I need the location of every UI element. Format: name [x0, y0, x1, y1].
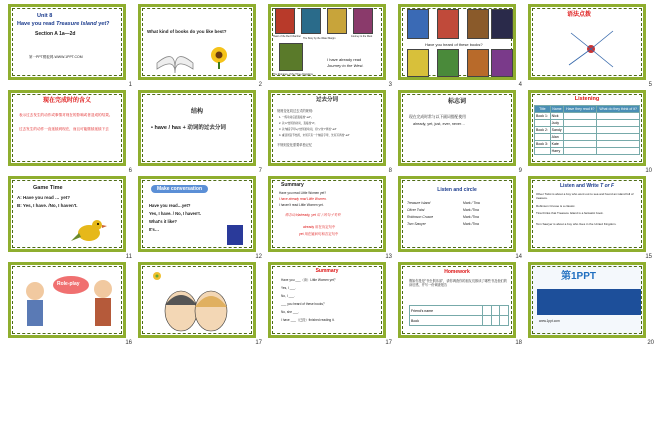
slide-19[interactable] — [398, 262, 516, 338]
slide-14[interactable] — [398, 176, 516, 252]
slide-thumb-12[interactable] — [136, 174, 266, 260]
mind-map-diagram — [561, 23, 621, 73]
book-title: Oliver Twist — [407, 208, 425, 212]
slide-9[interactable] — [398, 90, 516, 166]
slide-number: 9 — [518, 168, 522, 174]
slide-text: Journey to the West. — [327, 63, 364, 68]
caption: The Romance of the Three Kingdoms — [273, 73, 313, 76]
slide-sorter-grid — [6, 2, 656, 430]
example-line: Have you read Little Women yet? — [279, 191, 327, 195]
table-row: Judy — [535, 120, 640, 127]
slide-number: 14 — [515, 254, 522, 260]
exercise-line: I have ___（已经）finished reading it. — [281, 318, 335, 322]
book-title: Treasure Island — [407, 201, 431, 205]
table-row: Friend's name — [410, 306, 509, 316]
slide-18[interactable] — [268, 262, 386, 338]
bullet-text: 过去发生的动作一直延续到现在，而且可能继续延续下去 — [19, 127, 109, 131]
bullet-text: Oliver Twist is about a boy who went out to sea and found an island full of treasure. — [536, 192, 634, 200]
slide-number: 16 — [125, 340, 132, 346]
promo-banner — [537, 289, 641, 315]
dialog-line: A: Have you read … yet? — [17, 195, 71, 200]
list-item: 4. 重读闭音节结尾，末尾只有一个辅音字母，先双写再加"-ed" — [279, 134, 350, 137]
slide-number: 17 — [255, 340, 262, 346]
open-book-image — [155, 43, 195, 73]
table-row: Alan — [535, 134, 640, 141]
slide-16[interactable] — [8, 262, 126, 338]
book-cover-image — [301, 8, 321, 34]
slide-text: I have already read — [327, 57, 362, 62]
slide-question: What kind of books do you like best? — [147, 29, 227, 34]
slide-thumb-20[interactable] — [526, 260, 656, 346]
book-cover-image — [407, 9, 429, 39]
table-header: Title — [535, 106, 551, 113]
brand-logo: 第1PPT — [561, 271, 597, 282]
slide-7[interactable] — [138, 90, 256, 166]
book-cover-image — [327, 8, 347, 34]
homework-table — [409, 305, 509, 326]
exercise-line: Have you ___（读）Little Women yet？ — [281, 278, 338, 282]
slide-number: 13 — [385, 254, 392, 260]
slide-5[interactable] — [528, 4, 646, 80]
slide-title: 语法点拨 — [567, 12, 592, 18]
slide-number: 17 — [385, 340, 392, 346]
slide-title: Game Time — [33, 185, 63, 191]
book-cover-image — [279, 43, 303, 71]
unit-label: Unit 8 — [37, 13, 53, 19]
slide-thumb-17[interactable] — [136, 260, 266, 346]
exercise-line: ___ you heard of these books？ — [281, 302, 327, 306]
exercise-line: Yes, I ___. — [281, 286, 296, 290]
flower-icon — [149, 269, 165, 283]
sunflower-image — [207, 45, 231, 69]
slide-question: Have you heard of these books? — [425, 42, 483, 47]
book-title: Robinson Crusoe — [407, 215, 434, 219]
formula-text: • have / has + 动词的过去分词 — [151, 125, 226, 131]
note-line: 情态动词already, yet 用于的句子类型 — [285, 213, 341, 217]
table-row: Harry — [535, 148, 640, 155]
exercise-line: No, she ___. — [281, 310, 300, 314]
table-row: Book — [410, 316, 509, 326]
slide-number: 10 — [645, 168, 652, 174]
slide-15[interactable] — [528, 176, 646, 252]
bullet-text: 表示过去发生的动作或事情对现在的影响或者造成的结果。 — [19, 113, 113, 117]
slide-title: Have you read Treasure Island yet? — [17, 21, 110, 27]
slide-thumb-15[interactable] — [526, 174, 656, 260]
choice-text: Mark /Tina — [463, 208, 479, 212]
book-cover-image — [467, 49, 489, 77]
list-item: 1. 一般动词后面直接加"-ed"。 — [279, 116, 314, 119]
slide-8[interactable] — [268, 90, 386, 166]
slide-number: 1 — [128, 82, 132, 88]
slide-thumb-19[interactable] — [396, 260, 526, 346]
dialog-line: It's… — [149, 227, 160, 232]
slide-number: 2 — [258, 82, 262, 88]
slide-thumb-16[interactable] — [6, 260, 136, 346]
slide-thumb-13[interactable] — [266, 174, 396, 260]
book-image — [227, 225, 243, 245]
choice-text: Mark /Tina — [463, 215, 479, 219]
table-header: What do they think of it? — [597, 106, 640, 113]
slide-number: 3 — [388, 82, 392, 88]
slide-1[interactable] — [8, 4, 126, 80]
slide-thumb-14[interactable] — [396, 174, 526, 260]
book-cover-image — [353, 8, 373, 34]
bullet-text: 现在完成时常与以下副词搭配使用 — [409, 115, 466, 119]
slide-title: Listen and circle — [437, 187, 477, 193]
slide-thumb-2[interactable] — [136, 2, 266, 88]
example-line: I haven't read Little Women yet. — [279, 203, 324, 207]
caption: Journey to the West — [351, 35, 373, 38]
note-line: already 用在肯定句中 — [303, 225, 336, 229]
listening-table — [534, 105, 640, 155]
book-cover-image — [437, 9, 459, 39]
slide-thumb-4[interactable] — [396, 2, 526, 88]
slide-number: 7 — [258, 168, 262, 174]
slide-number: 4 — [518, 82, 522, 88]
slide-thumb-7[interactable] — [136, 88, 266, 174]
slide-title: Listening — [574, 96, 600, 102]
slide-title: Homework — [444, 269, 470, 275]
bullet-text: Robinson Crusoe is a classic. — [536, 204, 576, 208]
book-cover-image — [491, 9, 513, 39]
slide-10[interactable] — [528, 90, 646, 166]
slide-title: Summary — [315, 268, 339, 274]
slide-thumb-6[interactable] — [6, 88, 136, 174]
bullet-text: Tina thinks that Treasure Island is a fantastic book. — [536, 211, 604, 215]
children-faces-image — [155, 285, 235, 335]
book-cover-image — [407, 49, 429, 77]
slide-thumb-5[interactable] — [526, 2, 656, 88]
slide-number: 8 — [388, 168, 392, 174]
role-play-illustration — [15, 269, 125, 335]
slide-title: 现在完成时的含义 — [42, 98, 91, 104]
book-cover-image — [491, 49, 513, 77]
slide-title: 结构 — [190, 109, 203, 115]
example-line: I have already read Little Women. — [279, 197, 327, 201]
slide-number: 20 — [647, 340, 654, 346]
slide-2[interactable] — [138, 4, 256, 80]
slide-number: 5 — [648, 82, 652, 88]
dialog-line: B: Yes, I have. /No, I haven't. — [17, 203, 78, 208]
slide-6[interactable] — [8, 90, 126, 166]
make-conversation-button[interactable]: Make conversation — [151, 185, 208, 193]
slide-3[interactable] — [268, 4, 386, 80]
slide-number: 15 — [645, 254, 652, 260]
caption: The Story by the Water Margin — [303, 37, 336, 40]
note-line: yet 用在疑问句和否定句中 — [299, 232, 339, 236]
slide-thumb-1[interactable] — [6, 2, 136, 88]
dialog-line: Have you read…yet? — [149, 203, 191, 208]
list-item: 2. 以"e"结尾的动词，直接加"d"。 — [279, 122, 317, 125]
list-item: 规则变化同过去式的规则： — [277, 109, 316, 113]
slide-title: 标志词 — [447, 99, 466, 105]
footer-text: 第一PPT模板网-WWW.1PPT.COM — [29, 55, 83, 59]
bird-image — [71, 213, 107, 249]
homework-text: 假如你是是"书虫俱乐部"，请你调查你的朋友们都读了哪些书及他们的读后感，并写一份调查报告 — [409, 279, 507, 287]
slide-title: 过去分词 — [315, 97, 338, 103]
bullet-text: already, yet, just, ever, never… — [413, 122, 466, 126]
slide-thumb-11[interactable] — [6, 174, 136, 260]
choice-text: Mark / Tina — [463, 201, 480, 205]
table-header: Name — [550, 106, 564, 113]
bullet-text: Tom Sawyer is about a boy who lives in the United Kingdom. — [536, 222, 617, 226]
slide-number: 12 — [255, 254, 262, 260]
slide-13[interactable] — [268, 176, 386, 252]
slide-thumb-18[interactable] — [266, 260, 396, 346]
slide-thumb-10[interactable] — [526, 88, 656, 174]
slide-thumb-3[interactable] — [266, 2, 396, 88]
slide-20[interactable] — [528, 262, 646, 338]
slide-thumb-8[interactable] — [266, 88, 396, 174]
slide-number: 18 — [515, 340, 522, 346]
slide-12[interactable] — [138, 176, 256, 252]
dialog-line: Yes, I have. / No, I haven't. — [149, 211, 201, 216]
role-play-sign: Role-play — [57, 281, 80, 287]
book-cover-image — [437, 49, 459, 77]
slide-11[interactable] — [8, 176, 126, 252]
list-item: 3. 以"辅音字母+y"结尾的动词，将"y"改"i"再加"-ed" — [279, 128, 337, 131]
slide-title: Summary — [281, 182, 304, 188]
table-header: Have they read it? — [564, 106, 597, 113]
list-item: 不规则变化需要单独记忆 — [277, 143, 313, 147]
slide-thumb-9[interactable] — [396, 88, 526, 174]
dialog-line: What's it like? — [149, 219, 177, 224]
book-cover-image — [275, 8, 295, 34]
exercise-line: No, I ___. — [281, 294, 295, 298]
table-row: Book 2: Sandy — [535, 127, 640, 134]
slide-title: Listen and Write T or F — [559, 183, 615, 189]
slide-number: 11 — [125, 254, 132, 260]
table-row: Book 1: Nick — [535, 113, 640, 120]
slide-number: 6 — [128, 168, 132, 174]
book-cover-image — [467, 9, 489, 39]
slide-4[interactable] — [398, 4, 516, 80]
section-label: Section A 1a—2d — [35, 31, 76, 37]
table-row: Book 3: Kate — [535, 141, 640, 148]
promo-text: www.1ppt.com — [539, 319, 560, 323]
choice-text: Mark /Tina — [463, 222, 479, 226]
book-title: Tom Sawyer — [407, 222, 426, 226]
slide-17[interactable] — [138, 262, 256, 338]
caption: Heart of the Red Chamber — [273, 35, 302, 38]
